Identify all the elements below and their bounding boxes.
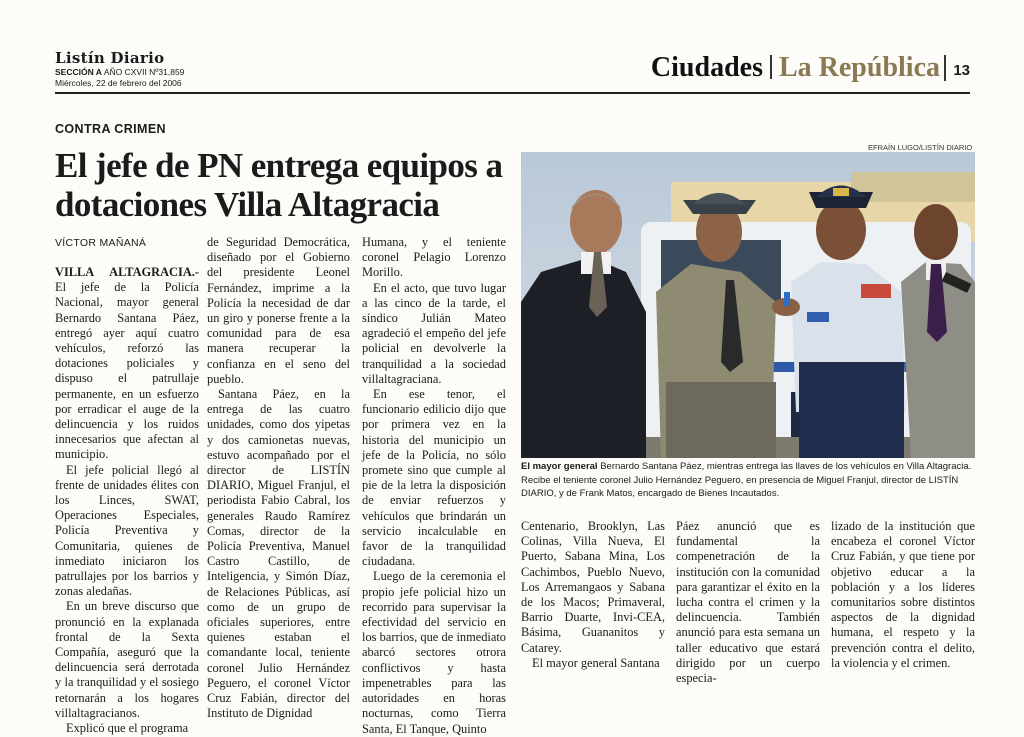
section-header [651, 52, 940, 84]
article-headline: El jefe de PN entrega equipos a dotaciones Villa Altagracia [55, 146, 503, 224]
article-paragraph: Humana, y el teniente coronel Pelagio Lorenzo Morillo. [362, 235, 506, 280]
masthead [55, 49, 970, 91]
article-column-3 [362, 235, 506, 737]
article-column-6 [831, 519, 975, 671]
issue-line [55, 67, 184, 77]
article-column-1 [55, 265, 199, 736]
article-paragraph: El mayor general Santana [532, 655, 660, 670]
article-paragraph: de Seguridad Democrática, diseñado por el Gobierno del presidente Leonel Fernández, imprime a la Policía la necesidad de dar un giro y ponerse frente a la comunidad para de esa manera recuperar la confianza en el seno del pueblo. [207, 235, 350, 386]
issue-date: Miércoles, 22 de febrero del 2006 [55, 78, 182, 88]
article-paragraph: Santana Páez, en la entrega de las cuatro unidades, como dos yipetas y dos camionetas nuevas, estuvo acompañado por el director de LISTÍN DIARIO, Miguel Franjul, el periodista Fabio Cabral, los generales Raudo Ramírez Comas, director de la Policía Preventiva, Manuel Castro Castillo, de Inteligencia, y Simón Díaz, de Relaciones Públicas, así como de un grupo de oficiales superiores, entre quienes estaban el comandante local, teniente coronel Julio Hernández Peguero, el coronel Víctor Cruz Fabián, director del Instituto de Dignidad [207, 387, 350, 721]
article-paragraph: lizado de la institución que encabeza el coronel Víctor Cruz Fabián, y que tiene por objetivo educar a la población y a los líderes comunitarios sobre distintos aspectos de la dignidad humana, el respeto y la prevención contra el delito, la violencia y el crimen. [831, 519, 975, 670]
article-paragraph: Centenario, Brooklyn, Las Colinas, Villa Nueva, El Puerto, Sabana Mina, Los Cachimbos, Pueblo Nuevo, Los Arremangaos y Sabana de los Macos; Primaveral, Barrio Duarte, Invi-CEA, Básima, Guananitos y Catarey. [521, 519, 665, 655]
article-column-5 [676, 519, 820, 686]
issue-number: AÑO CXVII Nº31,859 [103, 67, 185, 77]
article-paragraph: Páez anunció que es fundamental la compenetración de la institución con la comunidad para garantizar el éxito en la lucha contra el crimen y la delincuencia. También anunció para esta semana un taller educativo que estará dirigido por un cuerpo especia- [676, 519, 820, 686]
article-photo [521, 152, 975, 458]
article-dateline: VILLA ALTAGRACIA.- [55, 265, 199, 279]
page-number: 13 [953, 62, 970, 79]
caption-lead: El mayor general [521, 461, 598, 472]
article-byline: VÍCTOR MAÑANÁ [55, 237, 147, 249]
article-paragraph: En un breve discurso que pronunció en la explanada frontal de la Sexta Compañía, aseguró que la delincuencia será derrotada y la tranquilidad y el sosiego retornarán a los hogares villaltagracianos. [55, 599, 199, 720]
article-paragraph: En el acto, que tuvo lugar a las cinco de la tarde, el síndico Julián Mateo agradeció el empeño del jefe policial en devolverle la tranquilidad a la sociedad villaltagraciana. [362, 280, 506, 386]
police-ceremony-photo [521, 152, 975, 458]
article-paragraph: Explicó que el programa [66, 721, 189, 736]
article-column-4 [521, 519, 665, 671]
photo-caption [521, 460, 975, 501]
article-kicker: CONTRA CRIMEN [55, 122, 166, 136]
section-subtitle: La República [778, 52, 940, 83]
section-title: Ciudades [650, 52, 763, 83]
section-label: SECCIÓN A [55, 67, 102, 77]
article-paragraph: Luego de la ceremonia el propio jefe policial hizo un recorrido para supervisar la efectividad del servicio en los barrios, que de inmediato abarcó sectores otrora conflictivos y hasta impenetrables para las autoridades en horas nocturnas, como Tierra Santa, El Tanque, Quinto [362, 569, 506, 736]
photo-credit: EFRAÍN LUGO/LISTÍN DIARIO [868, 143, 973, 152]
page-number-divider [944, 55, 946, 81]
newspaper-logo: Listín Diario [55, 49, 165, 67]
article-paragraph: VILLA ALTAGRACIA.- El jefe de la Policía Nacional, mayor general Bernardo Santana Páez, entregó ayer aquí cuatro vehículos, reforzó las dotaciones policiales y dispuso el patrullaje permanente, en un esfuerzo por erradicar el auge de la delincuencia y los ruidos innecesarios que afectan al municipio. [55, 265, 199, 462]
article-paragraph: En ese tenor, el funcionario edilicio dijo que por primera vez en la historia del municipio un jefe de la Policía, no sólo promete sino que cumple al pie de la letra la disposición de enviar refuerzos y vehículos que brindarán un servicio incalculable en favor de la tranquilidad ciudadana. [362, 387, 506, 569]
masthead-rule [55, 92, 970, 94]
caption-text: Bernardo Santana Páez, mientras entrega las llaves de los vehículos en Villa Altagracia. Recibe el teniente coronel Julio Hernández Peguero, en presencia de Miguel Franjul, director de LISTÍN DIARIO, y de Frank Matos, encargado de Bienes Incautados. [521, 461, 972, 499]
article-column-2 [207, 235, 350, 722]
article-paragraph: El jefe policial llegó al frente de unidades élites con los Linces, SWAT, Operaciones Especiales, Policía Preventiva y Comunitaria, quienes de inmediato iniciaron los patrullajes por los barrios y zonas aledañas. [55, 462, 199, 599]
section-divider [770, 55, 772, 79]
